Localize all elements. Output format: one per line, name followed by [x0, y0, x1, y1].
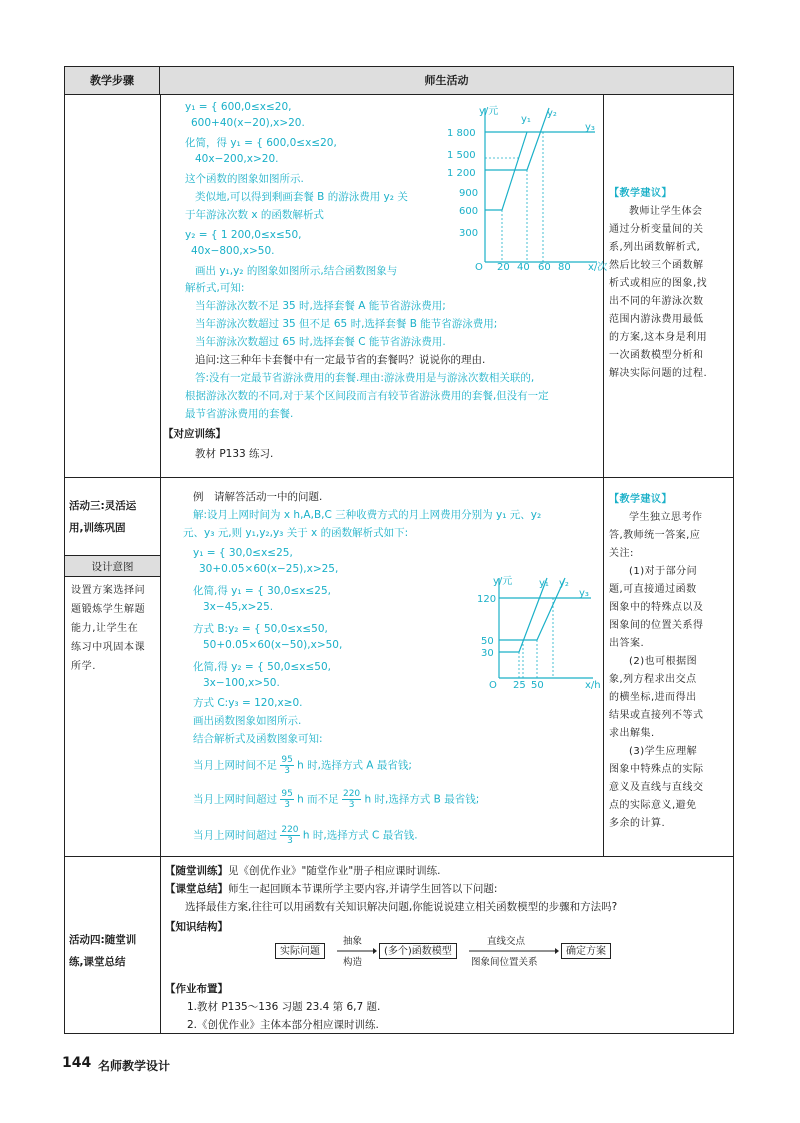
flow-arrow-1 — [337, 947, 377, 955]
s2-line-7: 50+0.05×60(x−50),x>50, — [203, 639, 343, 651]
s2-c2-den: 3 — [284, 800, 290, 810]
section-2-suggestion — [609, 491, 727, 833]
c2-xtick-0: 25 — [513, 680, 526, 691]
s2-side-8: (2)也可根据图 — [629, 656, 698, 667]
s3-t3-tag: 【知识结构】 — [165, 921, 228, 933]
s2-side-3: (1)对于部分问 — [629, 566, 698, 577]
s1-train-text: 教材 P133 练习. — [195, 448, 274, 460]
divider-left — [160, 94, 161, 1033]
s1-line-13: 当年游泳次数超过 65 时,选择套餐 C 能节省游泳费用. — [195, 336, 446, 348]
s2-line-3: 30+0.05×60(x−25),x>25, — [199, 563, 339, 575]
c2-xtick-1: 50 — [531, 680, 544, 691]
s2-design-text — [71, 581, 145, 676]
c1-xtick-3: 80 — [558, 262, 571, 273]
s1-train-title: 【对应训练】 — [163, 428, 226, 440]
s2-side-6: 图象间的位置关系得 — [609, 620, 704, 631]
flow-arrow-2-top: 直线交点 — [487, 936, 526, 947]
knowledge-flow — [275, 937, 635, 967]
s3-t4-tag: 【作业布置】 — [165, 983, 228, 995]
c1-ytick-5: 300 — [459, 228, 479, 239]
s1-side-8: 一次函数模型分析和 — [609, 350, 704, 361]
s2-side-0: 学生独立思考作 — [629, 512, 703, 523]
c2-ytick-2: 30 — [481, 648, 494, 659]
s2-side-1: 答,教师统一答案,应 — [609, 530, 701, 541]
c2-ytick-0: 120 — [477, 594, 497, 605]
c2-origin: O — [489, 680, 497, 691]
s2-design-0: 设置方案选择问 — [71, 585, 146, 596]
c1-label-y2: y₂ — [547, 108, 557, 119]
s2-line-12: 结合解析式及函数图象可知: — [193, 733, 323, 745]
s3-t1-tag: 【随堂训练】 — [165, 865, 228, 877]
s2-side-5: 图象中的特殊点以及 — [609, 602, 704, 613]
c1-xtick-0: 20 — [497, 262, 510, 273]
s3-t1-text: 见《创优作业》"随堂作业"册子相应课时训练. — [228, 865, 441, 877]
s2-left-title-1: 活动三:灵活运 — [69, 500, 137, 512]
s2-c3-post: h 时,选择方式 C 最省钱. — [302, 829, 418, 842]
s1-answer-1: 答:没有一定最节省游泳费用的套餐.理由:游泳费用是与游泳次数相关联的, — [195, 372, 535, 384]
book-title: 名师教学设计 — [98, 1059, 171, 1073]
s2-c2-den2: 3 — [348, 800, 355, 810]
s1-line-5: 类似地,可以得到剩画套餐 B 的游泳费用 y₂ 关 — [195, 191, 408, 203]
c1-xtick-2: 60 — [538, 262, 551, 273]
s2-c1-pre: 当月上网时间不足 — [193, 759, 277, 772]
s1-line-0: y₁ = { 600,0≤x≤20, — [185, 101, 292, 113]
page-number: 144 — [62, 1055, 92, 1071]
s3-left-title-2: 练,课堂总结 — [69, 956, 126, 968]
s3-t2-tag: 【课堂总结】 — [165, 883, 228, 895]
s2-conclusion-2 — [193, 789, 479, 810]
c1-ytick-0: 1 800 — [447, 128, 476, 139]
s3-left-title-1: 活动四:随堂训 — [69, 934, 137, 946]
s2-line-9: 3x−100,x>50. — [203, 677, 280, 689]
s2-line-10: 方式 C:y₃ = 120,x≥0. — [193, 697, 303, 709]
c1-ytick-4: 600 — [459, 206, 479, 217]
s1-line-7: y₂ = { 1 200,0≤x≤50, — [185, 229, 302, 241]
s2-line-5: 3x−45,x>25. — [203, 601, 274, 613]
c2-label-y2: y₂ — [559, 578, 569, 589]
s2-side-17: 多余的计算. — [609, 818, 666, 829]
s1-side-7: 的方案,这本身是利用 — [609, 332, 708, 343]
s2-side-11: 结果或直接列不等式 — [609, 710, 704, 721]
s2-c2-num: 95 — [281, 789, 293, 799]
s3-left-title — [69, 929, 136, 973]
c1-line-y1 — [485, 132, 527, 210]
s2-c2-pre: 当月上网时间超过 — [193, 793, 277, 806]
s2-conclusion-3 — [193, 825, 418, 846]
s1-side-6: 范围内游泳费用最低 — [609, 314, 704, 325]
c1-ytick-2: 1 200 — [447, 168, 476, 179]
s2-c3-num: 220 — [281, 825, 299, 835]
c2-ytick-1: 50 — [481, 636, 494, 647]
c1-ytick-3: 900 — [459, 188, 479, 199]
flow-box-function-model: (多个)函数模型 — [379, 943, 457, 959]
flow-arrow-1-bot: 构造 — [343, 957, 363, 968]
s3-hw-1: 1.教材 P135～136 习题 23.4 第 6,7 题. — [187, 1001, 381, 1013]
flow-arrow-2 — [469, 947, 559, 955]
s2-c2-num2: 220 — [342, 789, 361, 799]
s2-c1-num: 95 — [281, 755, 293, 765]
s2-design-2: 能力,让学生在 — [71, 623, 139, 634]
s1-side-title: 【教学建议】 — [609, 188, 672, 199]
s2-side-13: (3)学生应理解 — [629, 746, 698, 757]
s1-line-6: 于年游泳次数 x 的函数解析式 — [185, 209, 324, 221]
divider-row2 — [65, 856, 733, 857]
c2-label-y1: y₁ — [539, 578, 549, 589]
s1-line-11: 当年游泳次数不足 35 时,选择套餐 A 能节省游泳费用; — [195, 300, 446, 312]
chart-internet — [473, 572, 603, 690]
c1-xlabel: x/次 — [588, 262, 608, 273]
c2-line-y2 — [499, 578, 565, 640]
s1-line-9: 画出 y₁,y₂ 的图象如图所示,结合函数图象与 — [195, 265, 398, 277]
lesson-table — [64, 66, 734, 1034]
c1-label-y1: y₁ — [521, 114, 531, 125]
s2-line-8: 化简,得 y₂ = { 50,0≤x≤50, — [193, 661, 331, 673]
s1-side-2: 系,列出函数解析式, — [609, 242, 701, 253]
s2-side-14: 图象中特殊点的实际 — [609, 764, 704, 775]
s3-row-2b: 选择最佳方案,往往可以用函数有关知识解决问题,你能说说建立相关函数模型的步骤和方法吗? — [185, 901, 618, 913]
s2-line-6: 方式 B:y₂ = { 50,0≤x≤50, — [193, 623, 328, 635]
s2-side-16: 点的实际意义,避免 — [609, 800, 697, 811]
s2-line-0: 解:设月上网时间为 x h,A,B,C 三种收费方式的月上网费用分别为 y₁ 元、y₂ — [193, 509, 542, 521]
table-header — [65, 67, 733, 95]
divider-row1 — [65, 477, 733, 478]
s2-line-11: 画出函数图象如图所示. — [193, 715, 302, 727]
s2-c1-den: 3 — [284, 766, 290, 776]
s2-side-7: 出答案. — [609, 638, 645, 649]
s2-c2-mid: h 而不足 — [297, 793, 339, 806]
s2-example: 例 请解答活动一中的问题. — [193, 491, 323, 503]
s1-side-1: 通过分析变量间的关 — [609, 224, 704, 235]
c2-xlabel: x/h — [585, 680, 601, 691]
section-1-suggestion — [609, 185, 727, 383]
s2-c2-post: h 时,选择方式 B 最省钱; — [364, 793, 480, 806]
s2-line-4: 化简,得 y₁ = { 30,0≤x≤25, — [193, 585, 331, 597]
s2-side-12: 求出解集. — [609, 728, 655, 739]
s2-c3-frac — [280, 825, 299, 846]
s2-c2-frac2 — [342, 789, 361, 810]
s2-c1-post: h 时,选择方式 A 最省钱; — [297, 759, 412, 772]
c1-ytick-1: 1 500 — [447, 150, 476, 161]
c2-label-y3: y₃ — [579, 588, 589, 599]
s2-c2-frac — [280, 789, 293, 810]
s2-side-title: 【教学建议】 — [609, 494, 672, 505]
c1-origin: O — [475, 262, 483, 273]
s1-answer-3: 最节省游泳费用的套餐. — [185, 408, 294, 420]
s1-side-9: 解决实际问题的过程. — [609, 368, 708, 379]
header-step: 教学步骤 — [65, 67, 160, 94]
s1-line-8: 40x−800,x>50. — [191, 245, 275, 257]
s1-line-3: 40x−200,x>20. — [195, 153, 279, 165]
c1-ylabel: y/元 — [479, 106, 499, 117]
s2-left-title-2: 用,训练巩固 — [69, 522, 126, 534]
s2-side-10: 的横坐标,进而得出 — [609, 692, 697, 703]
s3-row-2 — [165, 881, 497, 897]
s1-side-4: 析式或相应的图象,找 — [609, 278, 708, 289]
s1-question: 追问:这三种年卡套餐中有一定最节省的套餐吗？说说你的理由. — [195, 354, 486, 366]
s2-conclusion-1 — [193, 755, 412, 776]
s2-side-4: 题,可直接通过函数 — [609, 584, 697, 595]
s2-side-9: 象,列方程求出交点 — [609, 674, 697, 685]
s3-t2-text: 师生一起回顾本节课所学主要内容,并请学生回答以下问题: — [228, 883, 498, 895]
s1-answer-2: 根据游泳次数的不同,对于某个区间段而言有较节省游泳费用的套餐,但没有一定 — [185, 390, 549, 402]
s1-line-1: 600+40(x−20),x>20. — [191, 117, 305, 129]
flow-arrow-2-bot: 图象间位置关系 — [471, 957, 538, 968]
s2-c1-frac — [280, 755, 293, 776]
s2-side-2: 关注: — [609, 548, 634, 559]
c1-label-y3: y₃ — [585, 122, 595, 133]
flow-box-decide-plan: 确定方案 — [561, 943, 611, 959]
s2-design-3: 练习中巩固本课 — [71, 642, 146, 653]
s2-side-15: 意义及直线与直线交 — [609, 782, 704, 793]
s1-side-0: 教师让学生体会 — [629, 206, 703, 217]
s3-row-1 — [165, 863, 441, 879]
s1-side-3: 然后比较三个函数解 — [609, 260, 704, 271]
s2-line-1: 元、y₃ 元,则 y₁,y₂,y₃ 关于 x 的函数解析式如下: — [183, 527, 409, 539]
c1-line-y2 — [485, 108, 549, 170]
s2-c3-den: 3 — [287, 836, 293, 846]
s1-side-5: 出不同的年游泳次数 — [609, 296, 704, 307]
s1-line-10: 解析式,可知: — [185, 282, 245, 294]
s2-design-1: 题锻炼学生解题 — [71, 604, 146, 615]
flow-box-actual-problem: 实际问题 — [275, 943, 325, 959]
s1-line-2: 化简，得 y₁ = { 600,0≤x≤20, — [185, 137, 337, 149]
flow-arrow-1-top: 抽象 — [343, 936, 363, 947]
s1-line-12: 当年游泳次数超过 35 但不足 65 时,选择套餐 B 能节省游泳费用; — [195, 318, 498, 330]
s2-line-2: y₁ = { 30,0≤x≤25, — [193, 547, 293, 559]
s2-design-4: 所学. — [71, 661, 96, 672]
c2-ylabel: y/元 — [493, 576, 513, 587]
s2-c3-pre: 当月上网时间超过 — [193, 829, 277, 842]
header-activity: 师生活动 — [424, 74, 469, 87]
s3-hw-2: 2.《创优作业》主体本部分相应课时训练. — [187, 1019, 379, 1031]
design-intent-header: 设计意图 — [65, 555, 160, 577]
s2-left-title — [69, 495, 157, 539]
c1-xtick-1: 40 — [517, 262, 530, 273]
s1-line-4: 这个函数的图象如图所示. — [185, 173, 304, 185]
chart-swimming — [445, 102, 608, 273]
